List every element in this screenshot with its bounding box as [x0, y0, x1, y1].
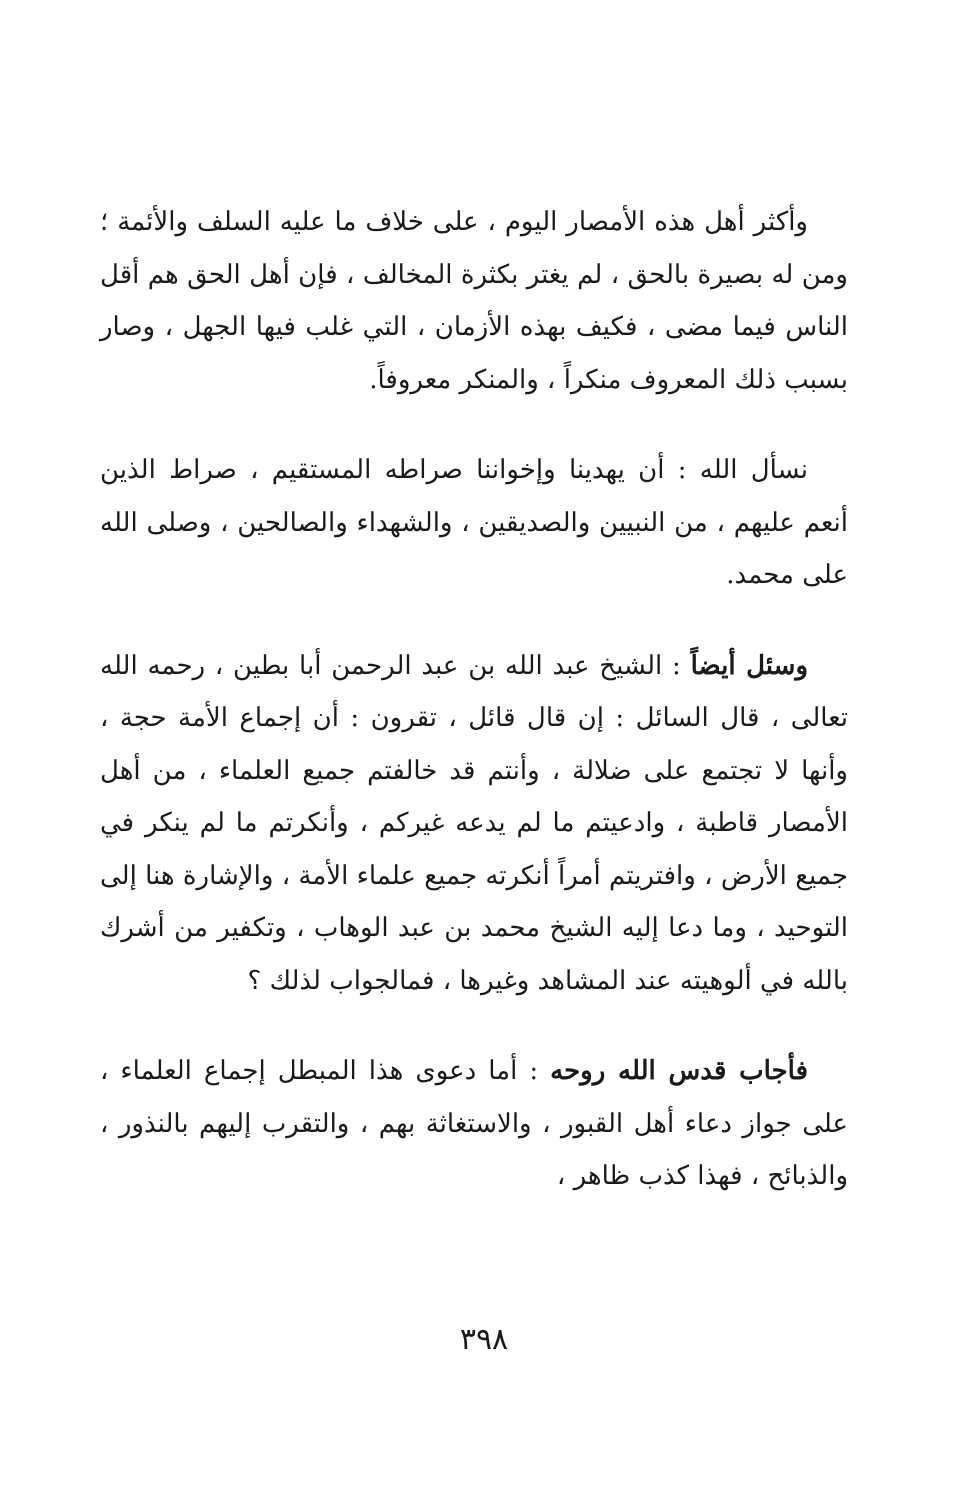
paragraph-2-text: نسأل الله : أن يهدينا وإخواننا صراطه المستقيم ، صراط الذين أنعم عليهم ، من النبيين والصديقين ، والشهداء والصالحين ، وصلى الله على محمد.: [100, 455, 848, 590]
paragraph-2: [100, 444, 848, 602]
page-body: [100, 196, 848, 1241]
page-number: ٣٩٨: [459, 1322, 509, 1357]
paragraph-3-lead: وسئل أيضاً: [690, 650, 808, 681]
paragraph-1: [100, 196, 848, 406]
paragraph-3-text: : الشيخ عبد الله بن عبد الرحمن أبا بطين ، رحمه الله تعالى ، قال السائل : إن قال قائل ، تقرون : أن إجماع الأمة حجة ، وأنها لا تجتمع على ضلالة ، وأنتم قد خالفتم جميع العلماء ، من أهل الأمصار قاطبة ، وادعيتم ما لم يدعه غيركم ، وأنكرتم ما لم ينكر في جميع الأرض ، وافتريتم أمراً أنكرته جميع علماء الأمة ، والإشارة هنا إلى التوحيد ، وما دعا إليه الشيخ محمد بن عبد الوهاب ، وتكفير من أشرك بالله في ألوهيته عند المشاهد وغيرها ، فمالجواب لذلك ؟: [100, 650, 848, 996]
paragraph-4: [100, 1045, 848, 1203]
paragraph-4-text: : أما دعوى هذا المبطل إجماع العلماء ، على جواز دعاء أهل القبور ، والاستغاثة بهم ، والتقرب إليهم بالنذور ، والذبائح ، فهذا كذب ظاهر ،: [100, 1056, 848, 1191]
paragraph-1-text: وأكثر أهل هذه الأمصار اليوم ، على خلاف ما عليه السلف والأئمة ؛ ومن له بصيرة بالحق ، لم يغتر بكثرة المخالف ، فإن أهل الحق هم أقل الناس فيما مضى ، فكيف بهذه الأزمان ، التي غلب فيها الجهل ، وصار بسبب ذلك المعروف منكراً ، والمنكر معروفاً.: [100, 207, 848, 395]
paragraph-4-lead: فأجاب قدس الله روحه: [550, 1056, 808, 1086]
paragraph-3: [100, 640, 848, 1008]
